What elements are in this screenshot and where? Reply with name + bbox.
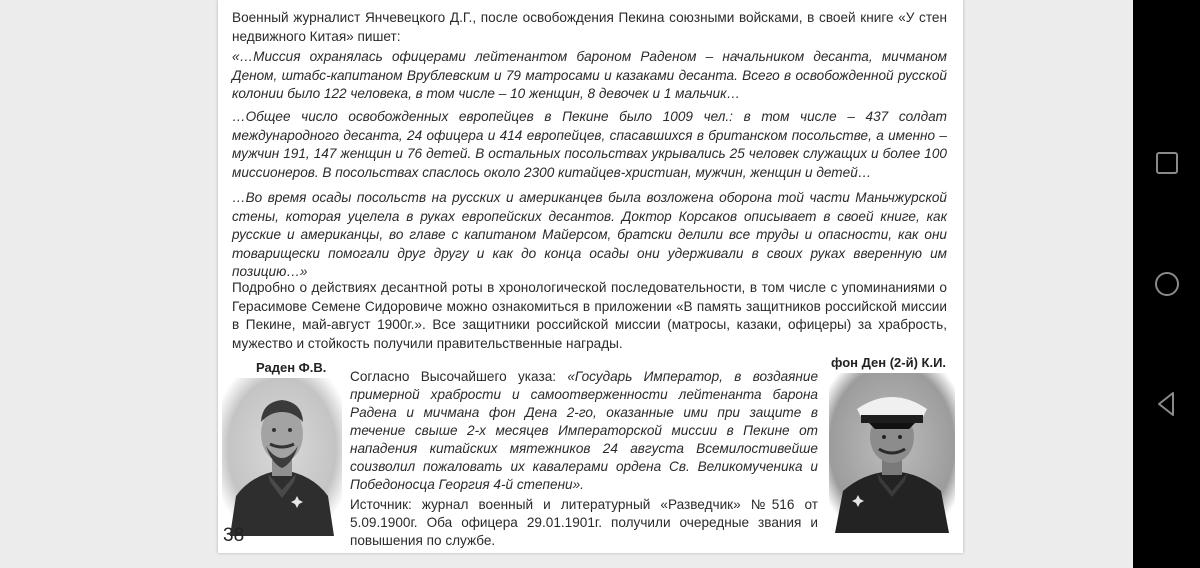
back-button[interactable]: [1151, 388, 1183, 420]
detail-paragraph: Подробно о действиях десантной роты в хронологической последовательности, в том числе с упоминаниями о Герасимове Семене Сидоровиче можно ознакомиться в приложении «В память защитников российской миссии в Пекине, май-август 1900г.». Все защитники российской миссии (матросы, казаки, офицеры) за храбрость, мужество и стойкость получили правительственные награды.: [232, 280, 947, 351]
intro-paragraph: Военный журналист Янчевецкого Д.Г., после освобождения Пекина союзными войсками, в своей книге «У стен недвижного Китая» пишет:: [232, 10, 947, 44]
quote-paragraph-2: …Общее число освобожденных европейцев в Пекине было 1009 чел.: в том числе – 437 солдат международного десанта, 24 офицера и 414 европейцев, спасавшихся в британском посольстве, а именно – мужчин 191, 147 женщин и 76 детей. В остальных посольствах укрывались 25 человек служащих и более 100 миссионеров. В посольствах спаслось около 2300 китайцев-христиан, мужчин, женщин и детей…: [232, 109, 947, 180]
portrait-den: [829, 373, 955, 533]
recents-button[interactable]: [1151, 147, 1183, 179]
triangle-back-icon: [1151, 388, 1183, 420]
caption-raden: Раден Ф.В.: [256, 360, 327, 375]
caption-den: фон Ден (2-й) К.И.: [831, 355, 947, 370]
source-paragraph: Источник: журнал военный и литературный «Разведчик» №516 от 5.09.1900г. Оба офицера 29.01.1901г. получили очередные звания и повышения по службе.: [350, 497, 818, 548]
home-button[interactable]: [1151, 268, 1183, 300]
navigation-bar: [1133, 0, 1200, 568]
circle-icon: [1151, 268, 1183, 300]
portrait-raden: [222, 378, 342, 536]
decree-paragraph: [350, 368, 818, 494]
document-page: [218, 0, 963, 553]
square-icon: [1151, 147, 1183, 179]
quote-paragraph-3: …Во время осады посольств на русских и американцев была возложена оборона той части Маньчжурской стены, которая уцелела в руках европейских десантов. Доктор Корсаков описывает в своей книге, как русские и американцы, во главе с капитаном Майерсом, братски делили все труды и опасности, как они товарищески помогали друг другу и как до конца осады они удерживали в своих руках вверенную им позицию…»: [232, 190, 947, 280]
decree-quote: «Государь Император, в воздаяние примерной храбрости и самоотверженности лейтенанта барона Радена и мичмана фон Дена 2-го, оказанные ими при защите в течение свыше 2-х месяцев Императорской миссии в Пекине от нападения китайских мятежников 24 августа Всемилостивейше соизволил пожаловать их кавалерами ордена Св. Великомученика и Победоносца Георгия 4-й степени».: [350, 369, 819, 492]
page-number: 38: [223, 525, 245, 546]
decree-text-block: [350, 368, 818, 550]
quote-paragraph-1: «…Миссия охранялась офицерами лейтенантом бароном Раденом – начальником десанта, мичманом Деном, штабс-капитаном Врублевским и 79 матросами и казаками десанта. Всего в освобожденной русской колонии было 122 человека, в том числе – 10 женщин, 8 девочек и 1 мальчик…: [232, 49, 947, 102]
decree-lead: Согласно Высочайшего указа:: [350, 369, 568, 384]
